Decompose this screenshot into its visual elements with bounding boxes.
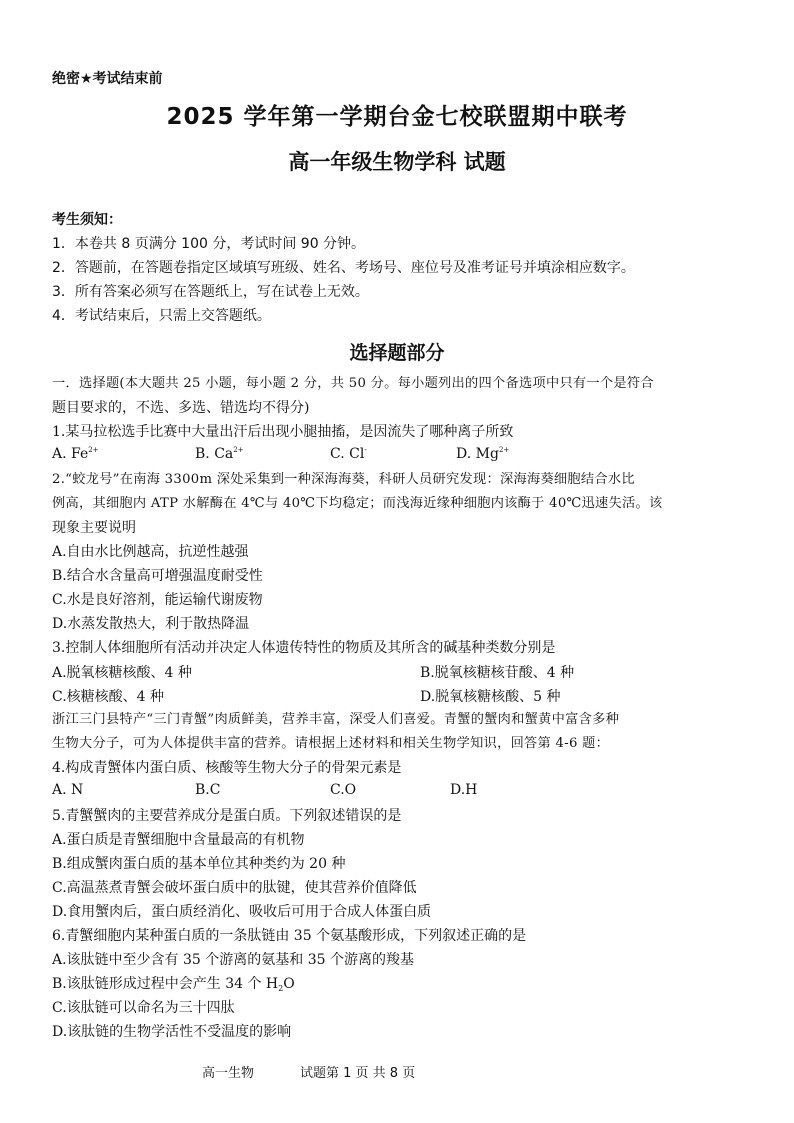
- question-1-option-d: D. $Mg^{2+}$: [456, 446, 510, 462]
- question-3-option-c: C.核糖核酸、4 种: [52, 689, 165, 705]
- section-title: 选择题部分: [349, 342, 445, 364]
- question-4-option-d: D.H: [450, 782, 478, 798]
- passage-line: 浙江三门县特产“三门青蟹”肉质鲜美，营养丰富，深受人们喜爱。青蟹的蟹肉和蟹黄中富含多种: [52, 712, 620, 727]
- notice-heading: 考生须知：: [52, 212, 122, 228]
- question-2-stem: 现象主要说明: [52, 520, 136, 536]
- question-5-option-a: A.蛋白质是青蟹细胞中含量最高的有机物: [52, 832, 305, 848]
- question-2-option-d: D.水蒸发散热大，利于散热降温: [52, 616, 250, 632]
- instructions-line: 题目要求的，不选、多选、错选均不得分): [52, 400, 310, 416]
- question-4-option-b: B.C: [195, 782, 221, 798]
- question-4-option-c: C.O: [330, 782, 357, 798]
- question-1-option-a: A. $Fe^{2+}$: [52, 446, 99, 462]
- question-5-option-c: C.高温蒸煮青蟹会破坏蛋白质中的肽键，使其营养价值降低: [52, 880, 417, 896]
- notice-item: 4．考试结束后，只需上交答题纸。: [52, 308, 271, 324]
- question-2-option-a: A.自由水比例越高，抗逆性越强: [52, 544, 249, 560]
- question-2-option-b: B.结合水含量高可增强温度耐受性: [52, 568, 263, 584]
- question-6-option-a: A.该肽链中至少含有 35 个游离的氨基和 35 个游离的羧基: [52, 952, 414, 968]
- instructions-line: 一．选择题(本大题共 25 小题，每小题 2 分，共 50 分。每小题列出的四个备选项中只有一个是符合: [52, 376, 654, 391]
- question-4-option-a: A. N: [52, 782, 84, 798]
- exam-title: 2025 学年第一学期台金七校联盟期中联考: [166, 104, 628, 130]
- question-4-stem: 4.构成青蟹体内蛋白质、核酸等生物大分子的骨架元素是: [52, 760, 402, 776]
- question-6-option-b: B.该肽链形成过程中会产生 34 个 $H_2O$: [52, 976, 295, 993]
- question-1-stem: 1.某马拉松选手比赛中大量出汗后出现小腿抽搐，是因流失了哪种离子所致: [52, 424, 514, 440]
- question-3-option-b: B.脱氧核糖核苷酸、4 种: [420, 665, 575, 681]
- notice-item: 3．所有答案必须写在答题纸上，写在试卷上无效。: [52, 284, 369, 300]
- question-2-stem: 例高，其细胞内 ATP 水解酶在 4℃与 40℃下均稳定；而浅海近缘种细胞内该酶于 40℃迅速失活。该: [52, 496, 663, 511]
- footer-subject: 高一生物: [202, 1066, 255, 1081]
- question-1-option-b: B. $Ca^{2+}$: [195, 446, 244, 462]
- notice-item: 1．本卷共 8 页满分 100 分，考试时间 90 分钟。: [52, 236, 366, 252]
- question-2-option-c: C.水是良好溶剂，能运输代谢废物: [52, 592, 263, 608]
- question-6-option-d: D.该肽链的生物学活性不受温度的影响: [52, 1024, 292, 1040]
- question-3-option-a: A.脱氧核糖核酸、4 种: [52, 665, 192, 681]
- footer-page-info: 试题第 1 页 共 8 页: [300, 1066, 416, 1081]
- question-3-stem: 3.控制人体细胞所有活动并决定人体遗传特性的物质及其所含的碱基种类数分别是: [52, 640, 556, 656]
- question-6-option-c: C.该肽链可以命名为三十四肽: [52, 1000, 235, 1016]
- question-5-option-b: B.组成蟹肉蛋白质的基本单位其种类约为 20 种: [52, 856, 346, 872]
- notice-item: 2．答题前，在答题卷指定区域填写班级、姓名、考场号、座位号及准考证号并填涂相应数字。: [52, 260, 635, 276]
- question-6-stem: 6.青蟹细胞内某种蛋白质的一条肽链由 35 个氨基酸形成，下列叙述正确的是: [52, 928, 527, 944]
- question-5-option-d: D.食用蟹肉后，蛋白质经消化、吸收后可用于合成人体蛋白质: [52, 904, 432, 920]
- question-3-option-d: D.脱氧核糖核酸、5 种: [420, 689, 561, 705]
- question-1-option-c: C. Cl-: [330, 446, 367, 462]
- passage-line: 生物大分子，可为人体提供丰富的营养。请根据上述材料和相关生物学知识，回答第 4-6 题：: [52, 736, 610, 751]
- confidential-label: 绝密★考试结束前: [52, 71, 163, 87]
- question-2-stem: 2.“蛟龙号”在南海 3300m 深处采集到一种深海海葵，科研人员研究发现：深海海葵细胞结合水比: [52, 472, 635, 487]
- question-5-stem: 5.青蟹蟹肉的主要营养成分是蛋白质。下列叙述错误的是: [52, 808, 402, 824]
- exam-subtitle: 高一年级生物学科 试题: [288, 150, 506, 174]
